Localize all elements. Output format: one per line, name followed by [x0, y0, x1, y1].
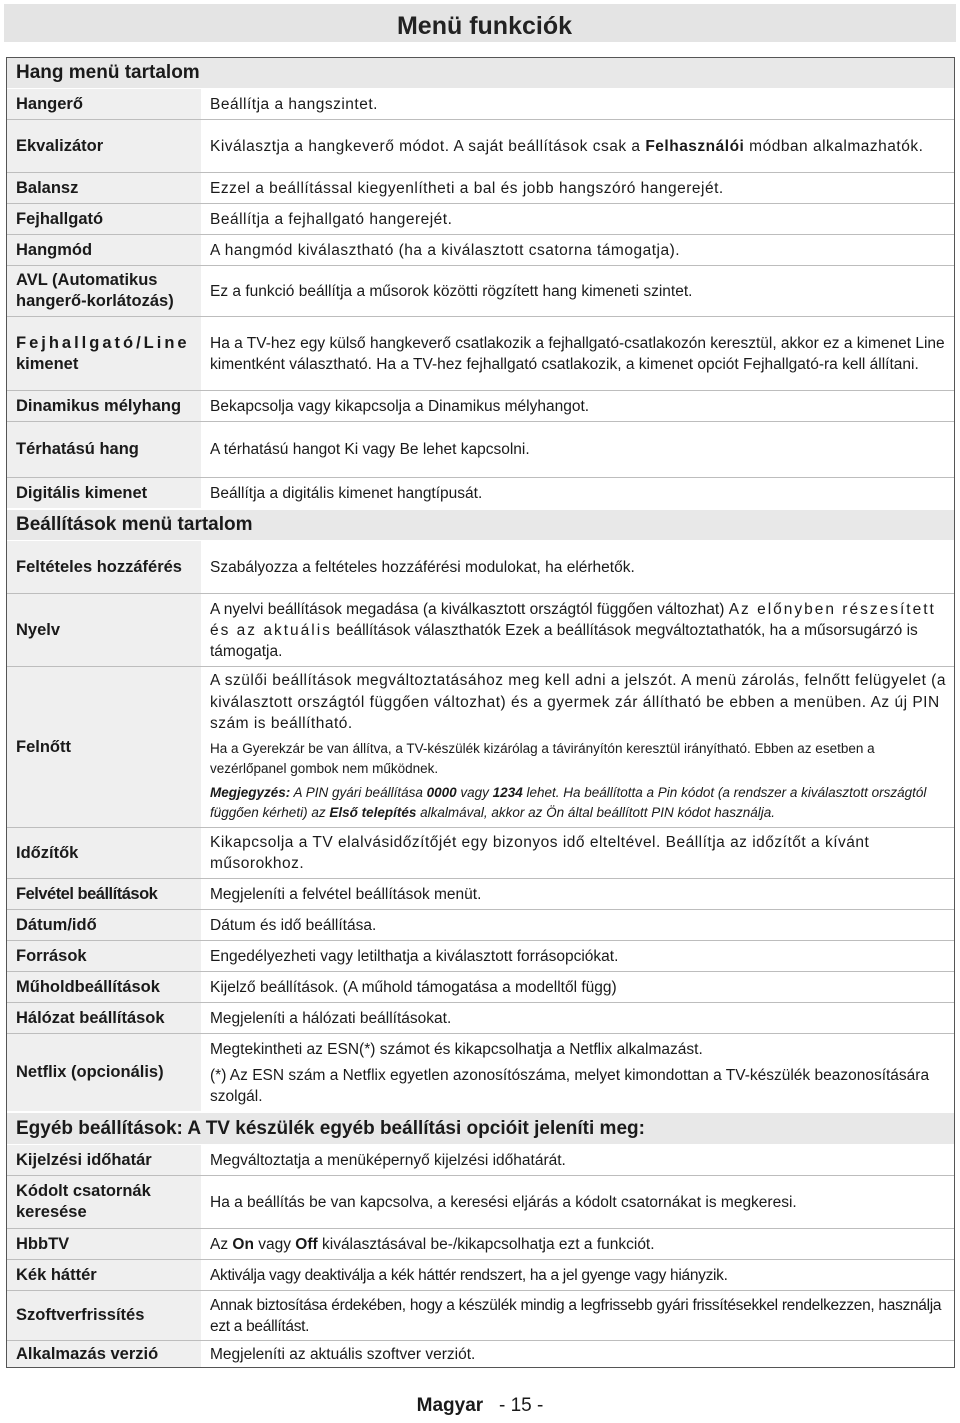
- row-desc-hbbtv: Az On vagy Off kiválasztásával be-/kikapcsolhatja ezt a funkciót.: [210, 1235, 655, 1253]
- row-desc-hangmod: A hangmód kiválasztható (ha a kiválasztott csatorna támogatja).: [210, 241, 681, 259]
- row-desc-ekvalizator: Kiválasztja a hangkeverő módot. A saját beállítások csak a Felhasználói módban alkalmazhatók.: [210, 137, 924, 155]
- row-desc-szoftverfrissites: Annak biztosítása érdekében, hogy a készülék mindig a legfrissebb gyári frissítésekkel rendelkezzen, használja ezt a beállítást.: [210, 1296, 942, 1335]
- row-desc-fejhallgato-line: Ha a TV-hez egy külső hangkeverő csatlakozik a fejhallgató-csatlakozón keresztül, akkor ez a kimenet Line kimentként választható. Ha a TV-hez fejhallgató csatlakozik, a kimenet opciót Fejhallgató-ra kell állítani.: [210, 334, 945, 373]
- row-label-kijelzesi-idohatar: Kijelzési időhatár: [7, 1145, 201, 1175]
- row-label-avl: AVL (Automatikus hangerő-korlátozás): [7, 266, 201, 316]
- row-desc-datum-ido: Dátum és idő beállítása.: [210, 916, 377, 934]
- row-desc-felteteles-hozzaferes: Szabályozza a feltételes hozzáférési modulokat, ha elérhetők.: [210, 558, 635, 576]
- row-desc-balansz: Ezzel a beállítással kiegyenlítheti a bal és jobb hangszóró hangerejét.: [210, 179, 724, 197]
- footer-language: Magyar: [416, 1395, 484, 1416]
- row-label-fejhallgato-line: Fejhallgató/Line kimenet: [7, 317, 201, 390]
- row-label-felnott: Felnőtt: [7, 667, 201, 827]
- row-label-hbbtv: HbbTV: [7, 1229, 201, 1259]
- row-label-alkalmazas-verzio: Alkalmazás verzió: [7, 1341, 201, 1367]
- row-label-balansz: Balansz: [7, 173, 201, 203]
- row-label-digitalis-kimenet: Digitális kimenet: [7, 478, 201, 508]
- row-label-forrasok: Források: [7, 941, 201, 971]
- page-header: [4, 4, 956, 42]
- row-desc-avl: Ez a funkció beállítja a műsorok közötti rögzített hang kimeneti szintet.: [210, 282, 693, 300]
- row-desc-nyelv: A nyelvi beállítások megadása (a kiválkasztott országtól függően változhat) Az előnyben részesített és az aktuális beállítások választhatók Ezek a beállítások megváltoztathatók, ha a műsorsugárzó is támogatja.: [210, 600, 936, 660]
- row-label-dinamikus-melyhang: Dinamikus mélyhang: [7, 391, 201, 421]
- row-desc-fejhallgato: Beállítja a fejhallgató hangerejét.: [210, 210, 453, 228]
- section-title-beallitasok: Beállítások menü tartalom: [7, 510, 954, 540]
- row-label-szoftverfrissites: Szoftverfrissítés: [7, 1291, 201, 1340]
- row-desc-kek-hatter: Aktiválja vagy deaktiválja a kék háttér rendszert, ha a jel gyenge vagy hiányzik.: [210, 1266, 728, 1284]
- row-label-datum-ido: Dátum/idő: [7, 910, 201, 940]
- felnott-childlock-text: Ha a Gyerekzár be van állítva, a TV-készülék kizárólag a távirányítón keresztül irányítható. Ebben az esetben a vezérlőpanel gombok nem működnek.: [210, 740, 875, 776]
- row-label-felvetel-beallitasok: Felvétel beállítások: [7, 879, 201, 909]
- row-desc-terhatasu-hang: A térhatású hangot Ki vagy Be lehet kapcsolni.: [210, 441, 530, 458]
- row-label-nyelv: Nyelv: [7, 594, 201, 666]
- section-title-egyeb: Egyéb beállítások: A TV készülék egyéb beállítási opcióit jeleníti meg:: [7, 1113, 954, 1144]
- row-desc-alkalmazas-verzio: Megjeleníti az aktuális szoftver verziót.: [210, 1345, 476, 1363]
- row-desc-kodolt-csatornak: Ha a beállítás be van kapcsolva, a keresési eljárás a kódolt csatornákat is megkeresi.: [210, 1193, 797, 1211]
- page-title: Menü funkciók: [396, 12, 572, 40]
- row-label-hangero: Hangerő: [7, 89, 201, 119]
- page-number: - 15 -: [499, 1395, 544, 1416]
- row-desc-forrasok: Engedélyezheti vagy letilthatja a kiválasztott forrásopciókat.: [210, 947, 619, 965]
- row-desc-hangero: Beállítja a hangszintet.: [210, 95, 378, 113]
- row-label-netflix: Netflix (opcionális): [7, 1034, 201, 1111]
- row-label-halozat-beallitasok: Hálózat beállítások: [7, 1003, 201, 1033]
- row-desc-netflix: Megtekintheti az ESN(*) számot és kikapcsolhatja a Netflix alkalmazást. (*) Az ESN szám a Netflix egyetlen azonosítószáma, melyet kimondottan a TV-készülék beazonosítására szolgál.: [210, 1040, 930, 1105]
- row-desc-halozat-beallitasok: Megjeleníti a hálózati beállításokat.: [210, 1009, 452, 1027]
- row-label-hangmod: Hangmód: [7, 235, 201, 265]
- row-desc-felnott: [202, 667, 952, 827]
- felnott-main-text: A szülői beállítások megváltoztatásához meg kell adni a jelszót. A menü zárolás, felnőtt felügyelet (a kiválasztott országtól függően változhat) és a gyermek zár állítható be ebben a menüben. Az új PIN szám is beállítható.: [210, 672, 946, 732]
- row-label-terhatasu-hang: Térhatású hang: [7, 422, 201, 477]
- row-label-kek-hatter: Kék háttér: [7, 1260, 201, 1290]
- row-label-ekvalizator: Ekvalizátor: [7, 120, 201, 172]
- page-footer: [0, 1395, 960, 1417]
- row-label-idozitok: Időzítők: [7, 828, 201, 878]
- section-title-hang: Hang menü tartalom: [7, 58, 954, 88]
- row-label-fejhallgato: Fejhallgató: [7, 204, 201, 234]
- row-label-kodolt-csatornak: Kódolt csatornák keresése: [7, 1176, 201, 1228]
- row-desc-muholdbeallitasok: Kijelző beállítások. (A műhold támogatása a modelltől függ): [210, 978, 617, 996]
- row-desc-dinamikus-melyhang: Bekapcsolja vagy kikapcsolja a Dinamikus mélyhangot.: [210, 397, 590, 415]
- felnott-note: Megjegyzés: A PIN gyári beállítása 0000 vagy 1234 lehet. Ha beállította a Pin kódot (a rendszer a kiválasztott országtól függően kérheti) az Első telepítés alkalmával, akkor az Ön által beállított PIN kódot használja.: [210, 784, 927, 820]
- row-desc-digitalis-kimenet: Beállítja a digitális kimenet hangtípusát.: [210, 484, 483, 502]
- row-label-felteteles-hozzaferes: Feltételes hozzáférés: [7, 541, 201, 593]
- row-desc-kijelzesi-idohatar: Megváltoztatja a menüképernyő kijelzési időhatárát.: [210, 1151, 566, 1169]
- row-desc-felvetel-beallitasok: Megjeleníti a felvétel beállítások menüt.: [210, 885, 482, 903]
- row-label-muholdbeallitasok: Műholdbeállítások: [7, 972, 201, 1002]
- row-desc-idozitok: Kikapcsolja a TV elalvásidőzítőjét egy bizonyos idő elteltével. Beállítja az időzítőt a kívánt műsorokhoz.: [210, 834, 870, 872]
